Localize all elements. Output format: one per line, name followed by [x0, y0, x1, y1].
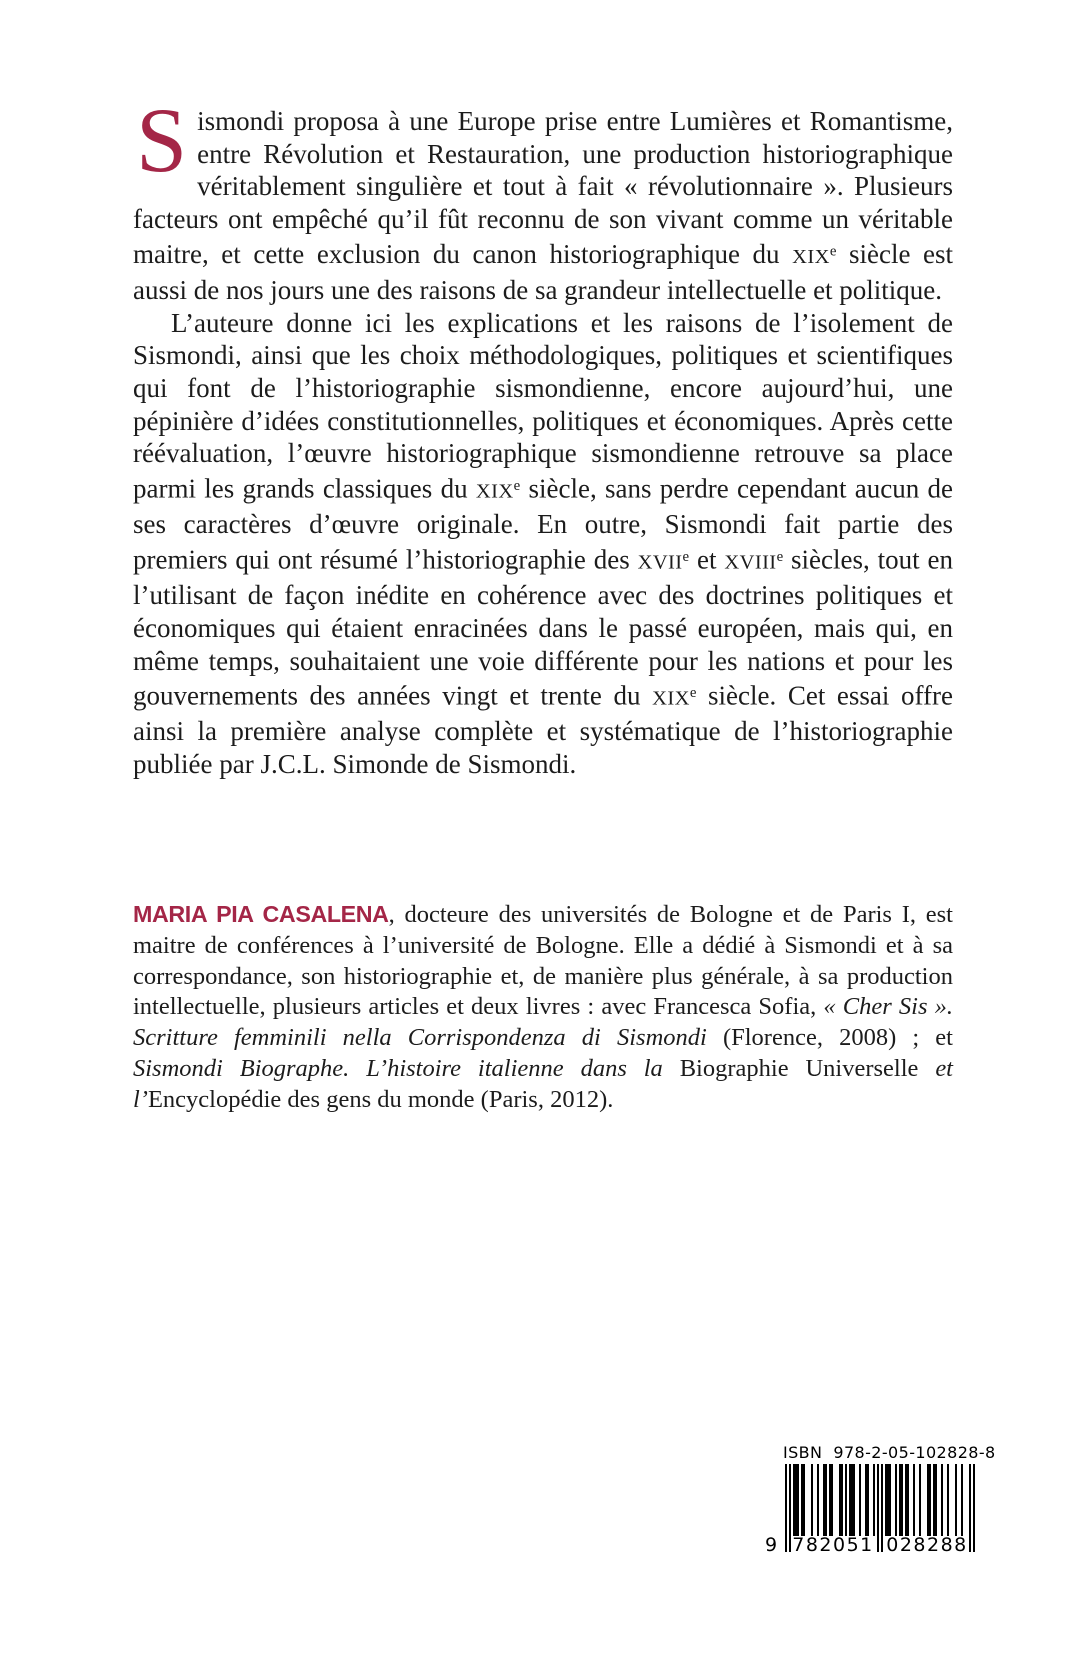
- author-name: MARIA PIA CASALENA: [133, 901, 389, 927]
- isbn-label: ISBN 978-2-05-102828-8: [783, 1443, 996, 1462]
- barcode-digits-right-group: 028288: [886, 1534, 968, 1556]
- isbn-barcode-block: [762, 1443, 996, 1556]
- author-bio: MARIA PIA CASALENA, docteure des universités de Bologne et de Paris I, est maitre de conférences à l’université de Bologne. Elle a dédié à Sismondi et à sa correspondance, son historiographie et, de manière plus générale, à sa production intellectuelle, plusieurs articles et deux livres : avec Francesca Sofia, « Cher Sis ». Scritture femminili nella Corrispondenza di Sismondi (Florence, 2008) ; et Sismondi Biographe. L’histoire italienne dans la Biographie Universelle et l’Encyclopédie des gens du monde (Paris, 2012).: [133, 901, 954, 1113]
- paragraph-intro-text: ismondi proposa à une Europe prise entre Lumières et Romantisme, entre Révolution et Restauration, une production historiographique véritablement singulière et tout à fait « révolutionnaire ». Plusieurs facteurs ont empêché qu’il fût reconnu de son vivant comme un véritable maitre, et cette exclusion du canon historiographique du XIXe siècle est aussi de nos jours une des raisons de sa grandeur intellectuelle et politique.: [133, 106, 953, 305]
- dropcap-letter: S: [136, 89, 188, 191]
- paragraph-intro: [133, 89, 953, 307]
- ean13-barcode: [764, 1464, 975, 1556]
- barcode-digit-leading: 9: [764, 1534, 778, 1556]
- synopsis-text-block: [133, 89, 953, 781]
- barcode-digits-left-group: 782051: [792, 1534, 874, 1556]
- paragraph-analysis: L’auteure donne ici les explications et les raisons de l’isolement de Sismondi, ainsi que les choix méthodologiques, politiques et scientifiques qui font de l’historiographie sismondienne, encore aujourd’hui, une pépinière d’idées constitutionnelles, politiques et économiques. Après cette réévaluation, l’œuvre historiographique sismondienne retrouve sa place parmi les grands classiques du XIXe siècle, sans perdre cependant aucun de ses caractères d’œuvre originale. En outre, Sismondi fait partie des premiers qui ont résumé l’historiographie des XVIIe et XVIIIe siècles, tout en l’utilisant de façon inédite en cohérence avec des doctrines politiques et économiques qui étaient enracinées dans le passé européen, mais qui, en même temps, souhaitaient une voie différente pour les nations et pour les gouvernements des années vingt et trente du XIXe siècle. Cet essai offre ainsi la première analyse complète et systématique de l’historiographie publiée par J.C.L. Simonde de Sismondi.: [133, 307, 953, 780]
